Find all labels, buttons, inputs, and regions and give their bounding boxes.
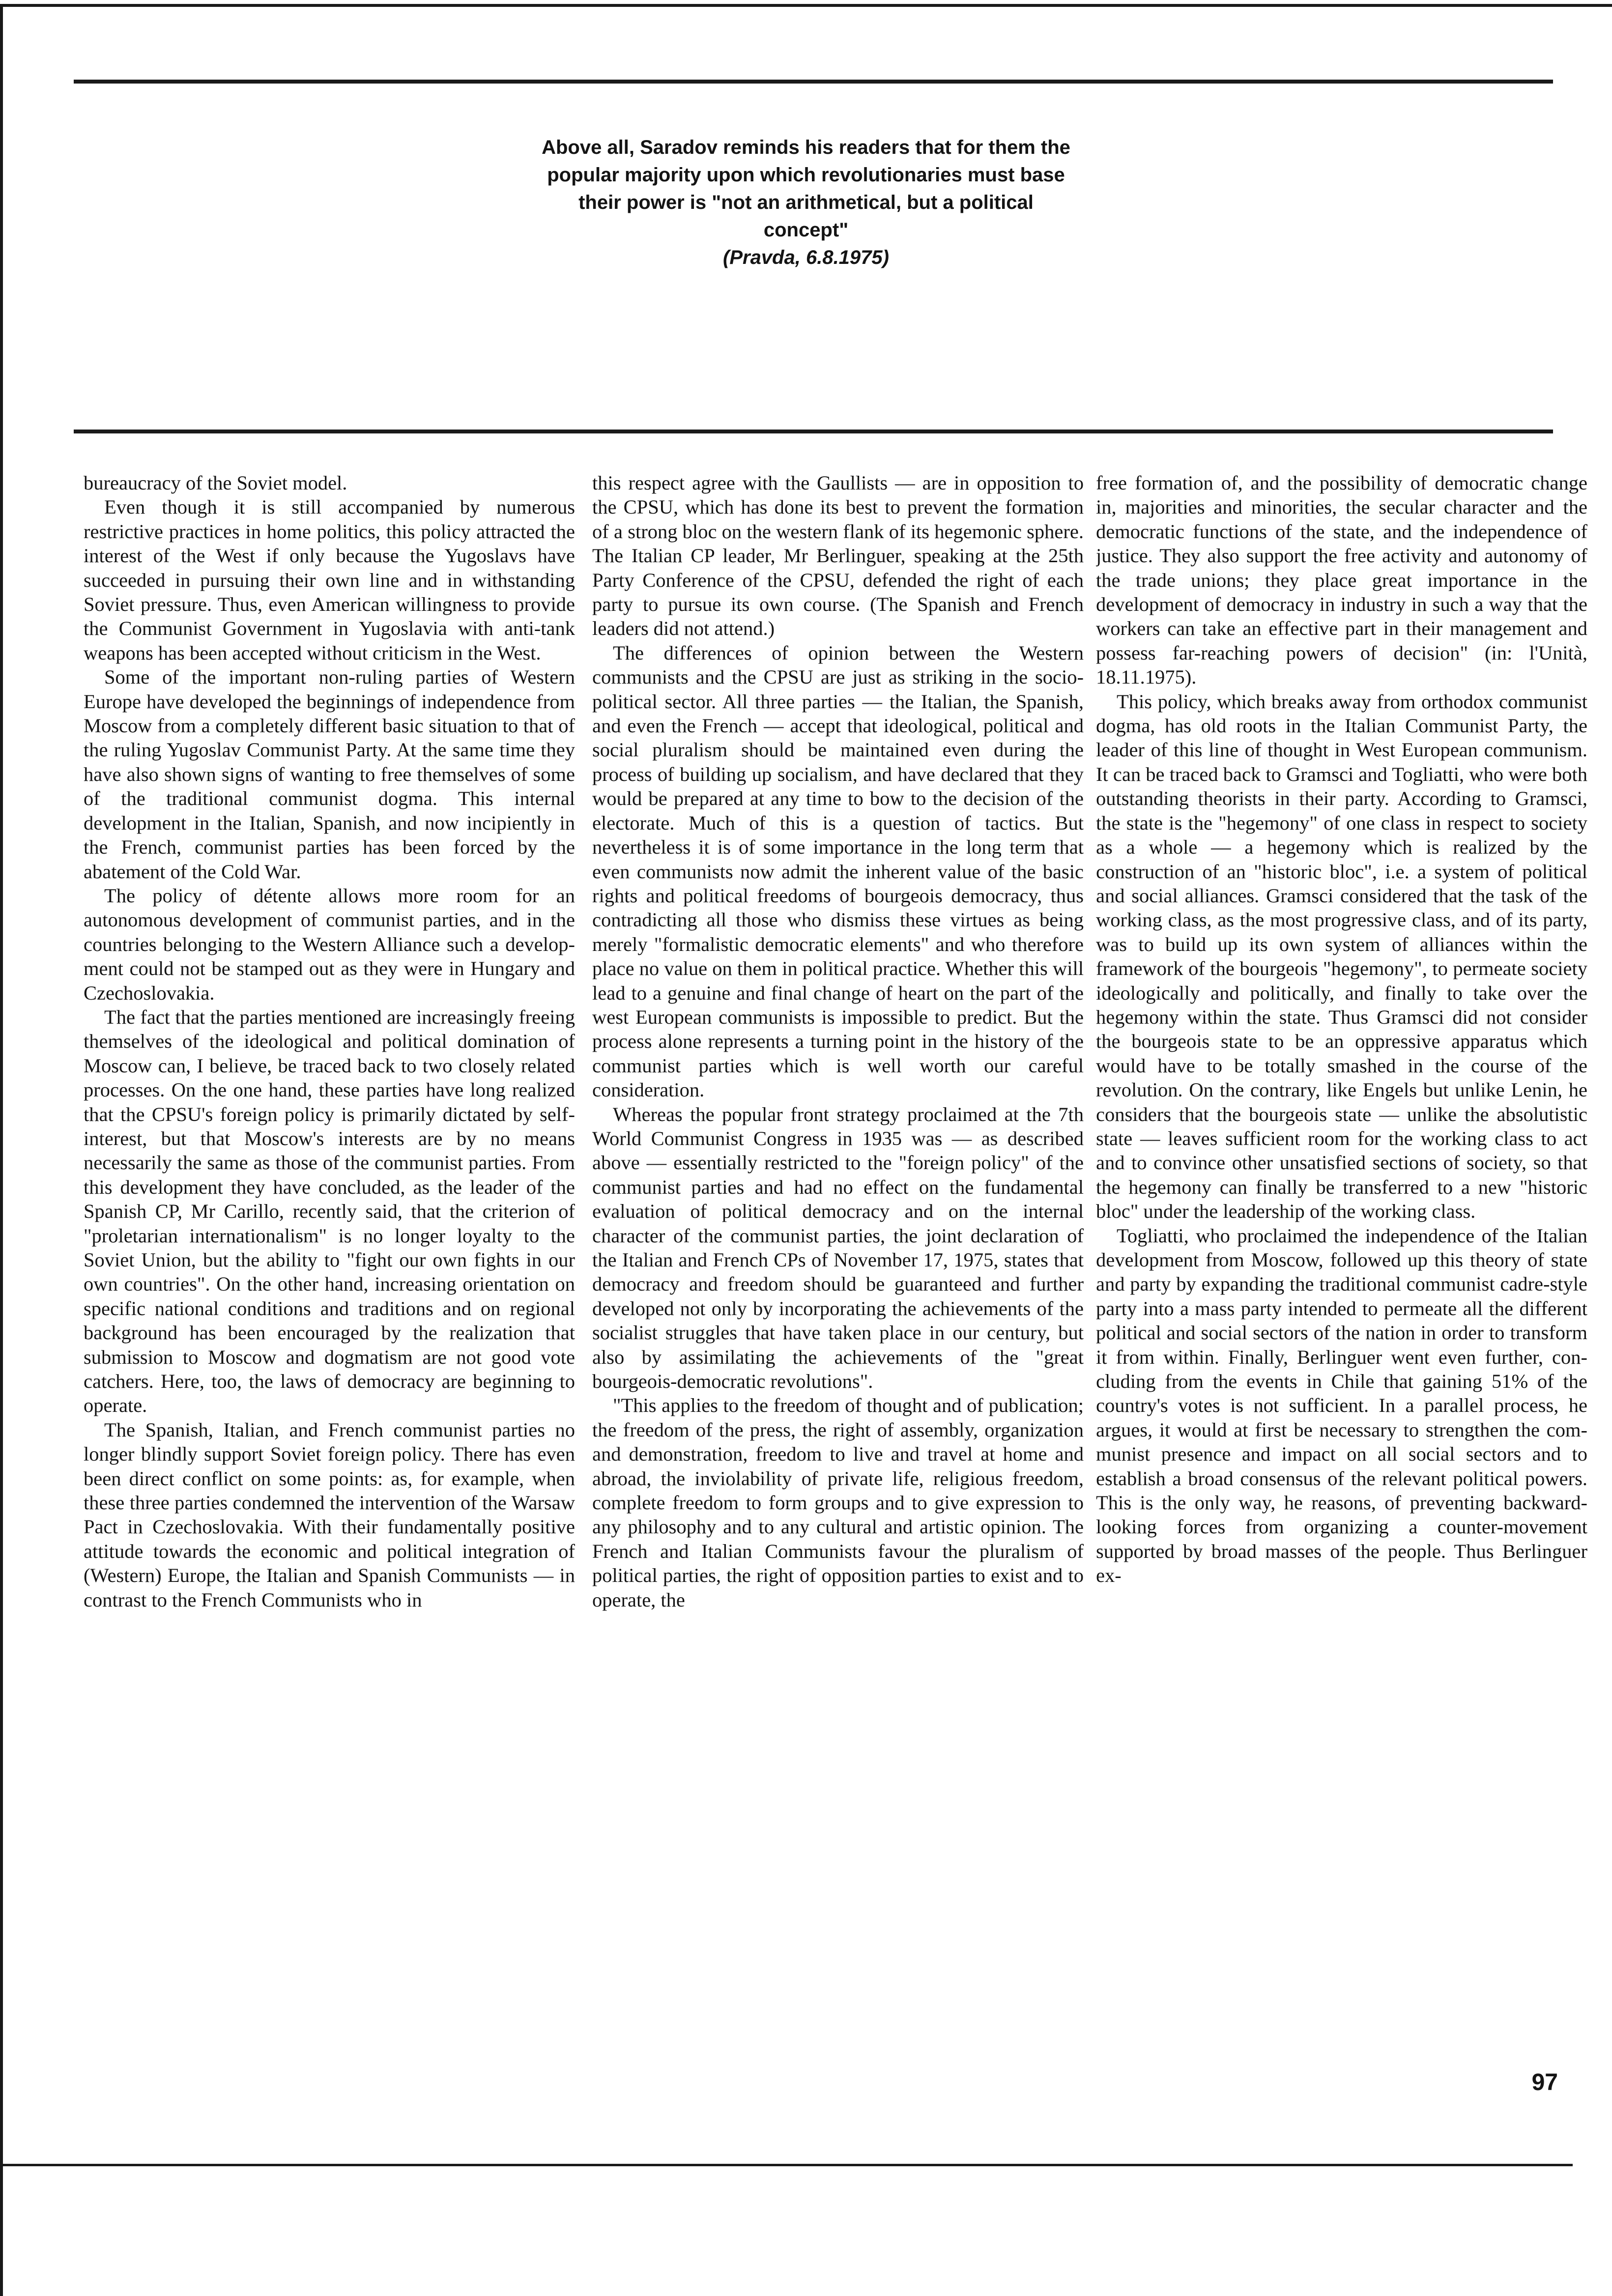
article-column-2	[592, 471, 1084, 2053]
pull-quote	[541, 134, 1071, 271]
paragraph: Togliatti, who proclaimed the independence of the Italian development from Moscow, followed up this theory of state and party by expanding the traditional communist cadre-style party into a mass party intended to permeate all the different political and social sectors of the nation in order to transform it from within. Finally, Berlinguer went even further, concluding from the events in Chile that gaining 51% of the country's votes is not sufficient. In a parallel process, he argues, it would at first be necessary to strengthen the communist presence and impact on all social sectors and to establish a broad consensus of the relevant political powers. This is the only way, he reasons, of preventing backward-looking forces from organizing a counter-movement supported by broad masses of the people. Thus Berlinguer ex-	[1096, 1224, 1587, 1587]
paragraph: The fact that the parties mentioned are increasingly freeing themselves of the ideological and political domination of Moscow can, I believe, be traced back to two closely related processes. On the one hand, these parties have long realized that the CPSU's foreign policy is primarily dictated by self-interest, but that Moscow's interests are by no means necessarily the same as those of the communist parties. From this development they have concluded, as the leader of the Spanish CP, Mr Carillo, recently said, that the criterion of "proletarian internationalism" is no longer loyalty to the Soviet Union, but the ability to "fight our own fights in our own countries". On the other hand, increasing orientation on specific national conditions and traditions and on regional background has been encouraged by the realization that submission to Moscow and dogmatism are not good vote catchers. Here, too, the laws of democracy are beginning to operate.	[84, 1005, 575, 1417]
section-rule	[74, 430, 1553, 433]
page-frame-top	[0, 4, 1612, 7]
paragraph: The Spanish, Italian, and French communist parties no longer blindly support Soviet foreign policy. There has even been direct conflict on some points: as, for example, when these three parties condemned the intervention of the Warsaw Pact in Czechoslovakia. With their fundamentally positive attitude towards the economic and political integration of (Western) Europe, the Italian and Spanish Communists — in contrast to the French Communists who in	[84, 1418, 575, 1611]
paragraph: Whereas the popular front strategy proclaimed at the 7th World Communist Congress in 1935 was — as described above — essentially restricted to the "foreign policy" of the communist parties and had no effect on the fundamental evaluation of political democracy and on the internal character of the communist parties, the joint declaration of the Italian and French CPs of November 17, 1975, states that democracy and freedom should be guaranteed and further developed not only by incorporating the achievements of the socialist struggles that have taken place in our century, but also by assimilating the achievements of the "great bourgeois-democratic revolutions".	[592, 1103, 1084, 1393]
paragraph: The policy of détente allows more room for an autonomous development of communist parties, and in the countries belonging to the Western Alliance such a development could not be stamped out as they were in Hungary and Czechoslovakia.	[84, 884, 575, 1004]
paragraph: This policy, which breaks away from orthodox communist dogma, has old roots in the Italian Communist Party, the leader of this line of thought in West European communism. It can be traced back to Gramsci and Togliatti, who were both outstanding theorists in their party. According to Gramsci, the state is the "hegemony" of one class in respect to society as a whole — a hegemony which is realized by the construction of an "historic bloc", i.e. a system of political and social alliances. Gramsci considered that the task of the working class, as the most progressive class, and of its party, was to build up its own system of alliances within the framework of the bourgeois "hegemony", to permeate society ideologically and politically, and finally to take over the hegemony within the state. Thus Gramsci did not consider the bourgeois state to be an oppressive apparatus which would have to be totally smashed in the course of the revolution. On the contrary, like Engels but unlike Lenin, he considers that the bourgeois state — unlike the absolutistic state — leaves sufficient room for the working class to act and to convince other unsatisfied sections of society, so that the hegemony can finally be transferred to a new "historic bloc" under the leadership of the working class.	[1096, 690, 1587, 1223]
paragraph: bureaucracy of the Soviet model.	[84, 472, 347, 494]
page-number: 97	[1531, 2069, 1558, 2095]
bottom-rule	[0, 2164, 1573, 2166]
page-frame-left	[0, 4, 3, 2296]
paragraph: The differences of opinion between the Western communists and the CPSU are just as striking in the socio-political sector. All three parties — the Italian, the Spanish, and even the French — accept that ideological, political and social pluralism should be maintained even during the process of building up socialism, and have declared that they would be prepared at any time to bow to the decision of the electorate. Much of this is a question of tactics. But nevertheless it is of some importance in the long term that even communists now admit the inherent value of the basic rights and political freedoms of bourgeois democracy, thus contradicting all those who dismiss these virtues as being merely "formalistic democratic elements" and who therefore place no value on them in political practice. Whether this will lead to a genuine and final change of heart on the part of the west European communists is impossible to predict. But the process alone represents a turning point in the history of the communist parties which is well worth our careful consideration.	[592, 641, 1084, 1101]
top-rule	[74, 80, 1553, 84]
article-column-1	[84, 471, 575, 2053]
pull-quote-source: (Pravda, 6.8.1975)	[723, 247, 889, 268]
paragraph: Some of the important non-ruling parties of Western Europe have developed the beginnings of independence from Moscow from a completely different basic situation to that of the ruling Yugoslav Communist Party. At the same time they have also shown signs of wanting to free themselves of some of the traditional communist dogma. This internal development in the Italian, Spanish, and now incipiently in the French, communist parties has been forced by the abatement of the Cold War.	[84, 666, 575, 883]
pull-quote-text: Above all, Saradov reminds his readers that for them the popular majority upon which revolutionaries must base their power is "not an arithmetical, but a political concept"	[542, 137, 1070, 241]
paragraph: this respect agree with the Gaullists — are in opposition to the CPSU, which has done its best to prevent the formation of a strong bloc on the western flank of its hegemonic sphere. The Italian CP leader, Mr Berlinguer, speaking at the 25th Party Conference of the CPSU, defended the right of each party to pursue its own course. (The Spanish and French leaders did not attend.)	[592, 472, 1084, 640]
article-column-3	[1096, 471, 1587, 2053]
paragraph: Even though it is still accompanied by numerous restrictive practices in home politics, this policy attracted the interest of the West if only because the Yugoslavs have succeeded in pursuing their own line and in withstanding Soviet pressure. Thus, even American willingness to provide the Communist Government in Yugoslavia with anti-tank weapons has been accepted without criticism in the West.	[84, 496, 575, 664]
paragraph: "This applies to the freedom of thought and of publication; the freedom of the press, the right of assembly, organization and demonstration, freedom to live and travel at home and abroad, the inviolability of private life, religious freedom, complete freedom to form groups and to give expression to any philosophy and to any cultural and artistic opinion. The French and Italian Communists favour the pluralism of political parties, the right of opposition parties to exist and to operate, the	[592, 1394, 1084, 1611]
paragraph: free formation of, and the possibility of democratic change in, majorities and minorities, the secular character and the democratic functions of the state, and the independence of justice. They also support the free activity and autonomy of the trade unions; they place great importance in the development of democracy in industry in such a way that the workers can take an effective part in their management and possess far-reaching powers of decision" (in: l'Unità, 18.11.1975).	[1096, 472, 1587, 689]
